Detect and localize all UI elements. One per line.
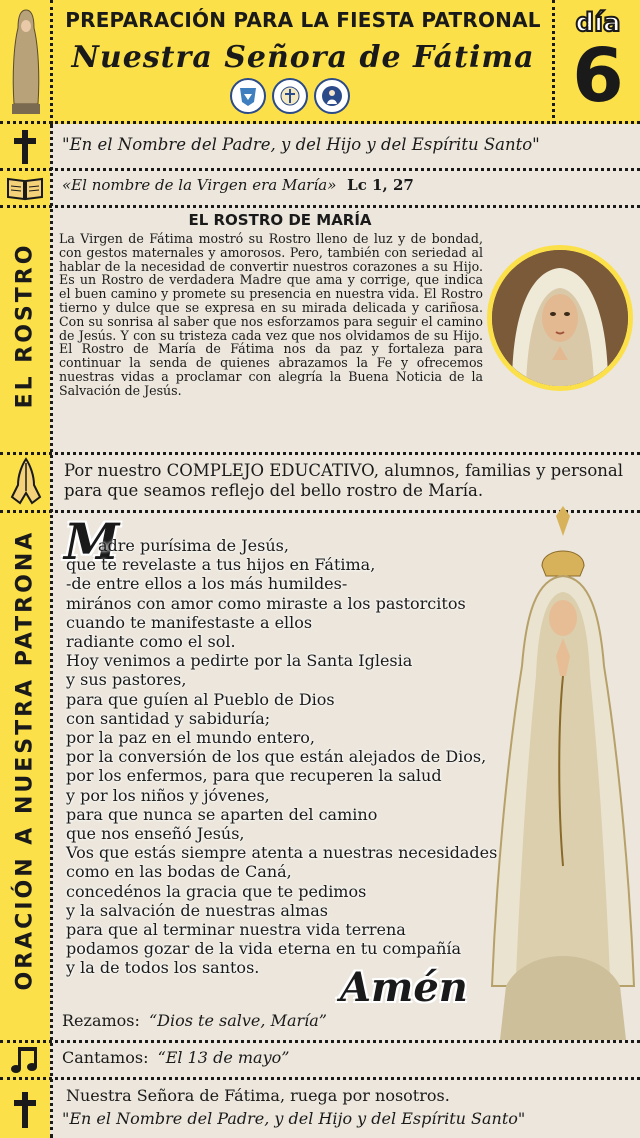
sign-of-cross-text: "En el Nombre del Padre, y del Hijo y del Espíritu Santo" [62, 135, 540, 154]
praying-hands-icon [8, 457, 44, 505]
prayer-line: concedénos la gracia que te pedimos [66, 881, 367, 901]
bible-icon [6, 175, 44, 201]
prayer-line: y sus pastores, [66, 670, 187, 690]
virgin-face-image [487, 245, 633, 391]
day-label: día [575, 8, 621, 38]
intention-text: Por nuestro COMPLEJO EDUCATIVO, alumnos, familias y personal para que seamos reflejo del bello rostro de María. [64, 461, 624, 500]
reading-reference: Lc 1, 27 [347, 176, 414, 194]
prayer-line: cuando te manifestaste a ellos [66, 612, 313, 632]
closing-line-2: "En el Nombre del Padre, y del Hijo y del Espíritu Santo" [62, 1109, 526, 1128]
rostro-title: EL ROSTRO DE MARÍA [188, 211, 372, 229]
song-value: “El 13 de mayo” [157, 1048, 290, 1067]
rostro-body: La Virgen de Fátima mostró su Rostro lleno de luz y de bondad, con gestos maternales y amorosos. Pero, también con seriedad al hablar de la necesidad de convertir nuestros corazones a su Hijo. Es un Rostro de verdadera Madre que ama y corrige, que indica el buen camino y promete su presencia en nuestra vida. El Rostro tierno y dulce que se expresa en su mirada delicada y cariñosa. Con su sonrisa al saber que nos esforzamos para seguir el camino de Jesús. Y con su tristeza cada vez que nos olvidamos de su Hijo. El Rostro de María de Fátima nos da paz y fortaleza para continuar la senda de quienes abrazamos la Fe y ofrecemos nuestras vidas a proclamar con alegría la Buena Noticia de la Salvación de Jesús. [59, 231, 483, 398]
header [0, 0, 640, 124]
reading-text: «El nombre de la Virgen era María» [62, 176, 337, 194]
virgin-statue-icon [6, 4, 46, 118]
prayer-line: que te revelaste a tus hijos en Fátima, [66, 555, 376, 575]
virgin-logo-icon [314, 78, 350, 114]
rezamos [62, 1011, 327, 1030]
prayer-line: mirános con amor como miraste a los pastorcitos [66, 593, 466, 613]
cross-icon [12, 1092, 38, 1128]
amen-text: Amén [340, 964, 468, 1011]
prayer-line: adre purísima de Jesús, [98, 536, 289, 555]
prayer-line: por los enfermos, para que recuperen la salud [66, 766, 442, 786]
prayer-line: para que guíen al Pueblo de Dios [66, 689, 335, 709]
school-logo-icon [230, 78, 266, 114]
header-subtitle: Nuestra Señora de Fátima [71, 40, 535, 75]
reading [62, 176, 414, 194]
crest-logo-icon [272, 78, 308, 114]
prayer-line: podamos gozar de la vida eterna en tu compañía [66, 939, 462, 959]
prayer-line: con santidad y sabiduría; [66, 708, 271, 728]
prayer-drop-cap: M [64, 512, 120, 571]
song [62, 1048, 289, 1067]
prayer-line: para que al terminar nuestra vida terrena [66, 920, 406, 940]
rostro-side-label: EL ROSTRO [12, 242, 38, 409]
prayer-line: por la conversión de los que están alejados de Dios, [66, 747, 487, 767]
prayer-line: como en las bodas de Caná, [66, 862, 292, 882]
prayer-line: radiante como el sol. [66, 632, 236, 652]
prayer-line: y la salvación de nuestras almas [66, 900, 328, 920]
cross-icon [12, 130, 38, 164]
closing-line-1: Nuestra Señora de Fátima, ruega por nosotros. [66, 1086, 450, 1105]
rezamos-label: Rezamos: [62, 1011, 140, 1030]
prayer-line: para que nunca se aparten del camino [66, 804, 378, 824]
prayer-line: que nos enseñó Jesús, [66, 824, 245, 844]
prayer-line: Hoy venimos a pedirte por la Santa Iglesia [66, 651, 413, 671]
header-title: PREPARACIÓN PARA LA FIESTA PATRONAL [65, 8, 541, 32]
logos [230, 78, 350, 114]
prayer-line: -de entre ellos a los más humildes- [66, 574, 348, 594]
song-label: Cantamos: [62, 1048, 149, 1067]
prayer-line: y por los niños y jóvenes, [66, 785, 270, 805]
prayer-line: Vos que estás siempre atenta a nuestras necesidades [66, 843, 498, 863]
prayer-side-label: ORACIÓN A NUESTRA PATRONA [12, 529, 38, 991]
day-number: 6 [572, 33, 624, 119]
rezamos-value: “Dios te salve, María” [148, 1011, 327, 1030]
prayer-line: por la paz en el mundo entero, [66, 728, 315, 748]
prayer-body [66, 536, 606, 978]
music-note-icon [10, 1045, 42, 1075]
prayer-line: y la de todos los santos. [66, 958, 260, 978]
